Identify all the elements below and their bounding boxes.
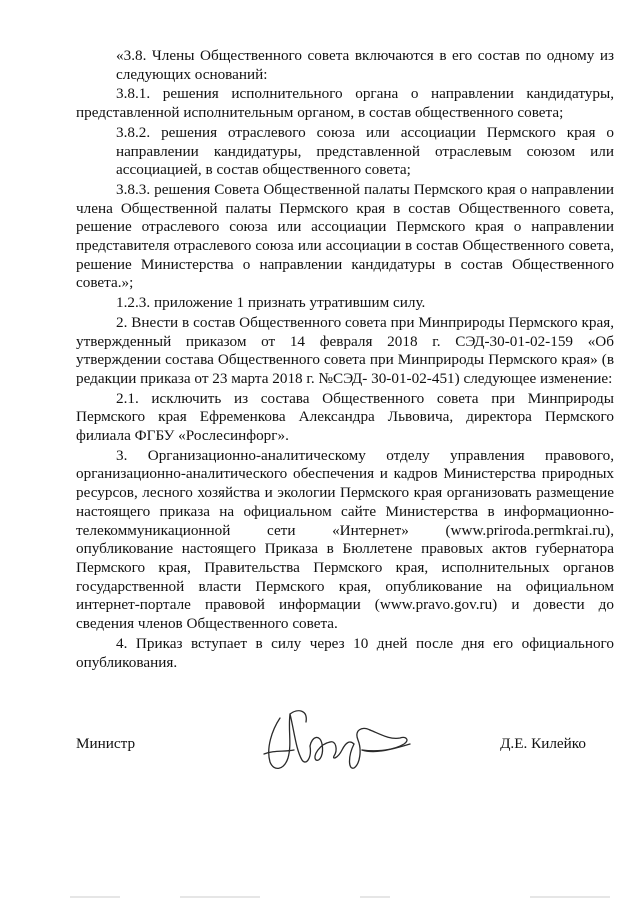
- paragraph-4: 4. Приказ вступает в силу через 10 дней после дня его официального опубликования.: [76, 634, 614, 671]
- paragraph-2-1: 2.1. исключить из состава Общественного совета при Минприроды Пермского края Ефременкова Александра Львовича, директора Пермского филиала ФГБУ «Рослесинфорг».: [76, 389, 614, 445]
- scan-edge-marks: [60, 895, 620, 899]
- paragraph-3-8: «3.8. Члены Общественного совета включаются в его состав по одному из следующих оснований:: [116, 47, 614, 83]
- paragraph-3-8-2: 3.8.2. решения отраслевого союза или ассоциации Пермского края о направлении кандидатуры, представленной отраслевым союзом или ассоциацией, в состав общественного совета;: [116, 123, 614, 179]
- paragraph-3-8-3: 3.8.3. решения Совета Общественной палаты Пермского края о направлении члена Общественной палаты Пермского края в состав Общественного совета, решение отраслевого союза или ассоциации Пермского края о направлении представителя отраслевого союза или ассоциации в состав Общественного совета, решение Министерства о направлении кандидатуры в состав Общественного совета.»;: [76, 180, 614, 292]
- signatory-name: Д.Е. Килейко: [500, 735, 586, 752]
- paragraph-3: 3. Организационно-аналитическому отделу управления правового, организационно-аналитического обеспечения и кадров Министерства природных ресурсов, лесного хозяйства и экологии Пермского края организовать размещение настоящего приказа на официальном сайте Министерства в информационно-телекоммуникационной сети «Интернет» (www.priroda.permkrai.ru), опубликование настоящего Приказа в Бюллетене правовых актов губернатора Пермского края, Правительства Пермского края, исполнительных органов государственной власти Пермского края, опубликование на официальном интернет-портале правовой информации (www.pravo.gov.ru) и довести до сведения членов Общественного совета.: [76, 446, 614, 633]
- document-body: [76, 47, 614, 672]
- handwritten-signature-icon: [250, 700, 420, 780]
- paragraph-1-2-3: 1.2.3. приложение 1 признать утратившим силу.: [116, 294, 426, 312]
- signatory-title: Министр: [76, 735, 136, 752]
- paragraph-2: 2. Внести в состав Общественного совета при Минприроды Пермского края, утвержденный приказом от 14 февраля 2018 г. СЭД-30-01-02-159 «Об утверждении состава Общественного совета при Минприроды Пермского края» (в редакции приказа от 23 марта 2018 г. №СЭД- 30-01-02-451) следующее изменение:: [76, 313, 614, 387]
- paragraph-3-8-1: 3.8.1. решения исполнительного органа о направлении кандидатуры, представленной исполнительным органом, в состав общественного совета;: [76, 85, 614, 122]
